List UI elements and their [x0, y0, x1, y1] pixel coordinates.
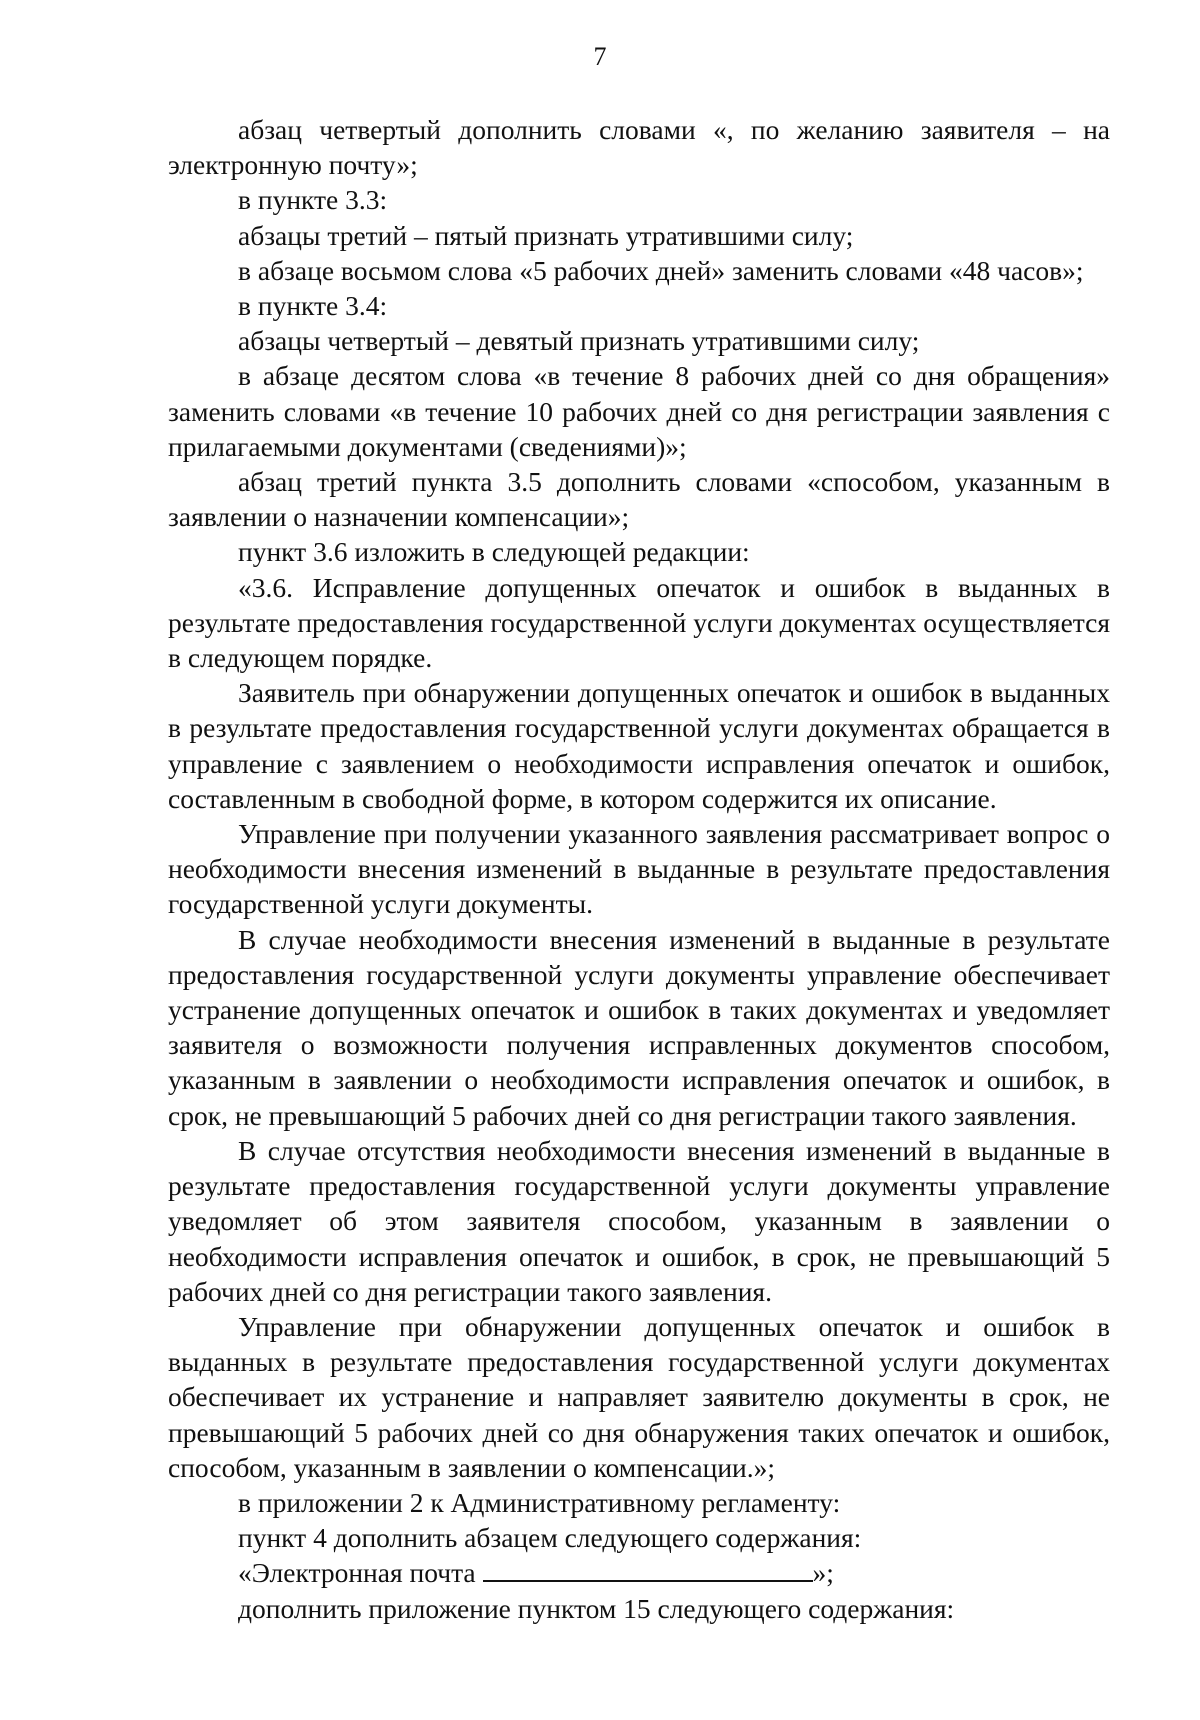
paragraph: В случае отсутствия необходимости внесения изменений в выданные в результате предоставления государственной услуги документы управление уведомляет об этом заявителя способом, указанным в заявлении о необходимости исправления опечаток и ошибок, в срок, не превышающий 5 рабочих дней со дня регистрации такого заявления.	[168, 1134, 1110, 1307]
email-line	[168, 1555, 1110, 1590]
paragraph: Заявитель при обнаружении допущенных опечаток и ошибок в выданных в результате предоставления государственной услуги документах обращается в управление с заявлением о необходимости исправления опечаток и ошибок, составленным в свободной форме, в котором содержится их описание.	[168, 677, 1110, 814]
paragraph: пункт 4 дополнить абзацем следующего содержания:	[238, 1522, 862, 1554]
paragraph: в абзаце десятом слова «в течение 8 рабочих дней со дня обращения» заменить словами «в течение 10 рабочих дней со дня регистрации заявления с прилагаемыми документами (сведениями)»;	[168, 360, 1110, 462]
paragraph: абзацы четвертый – девятый признать утратившими силу;	[238, 325, 920, 357]
page-number: 7	[593, 42, 607, 71]
blank-fill-line	[483, 1556, 813, 1582]
paragraph: пункт 3.6 изложить в следующей редакции:	[238, 536, 750, 568]
paragraph: абзацы третий – пятый признать утратившими силу;	[238, 219, 854, 251]
paragraph: в пункте 3.4:	[238, 290, 388, 322]
paragraph: в абзаце восьмом слова «5 рабочих дней» заменить словами «48 часов»;	[238, 254, 1084, 286]
paragraph: дополнить приложение пунктом 15 следующего содержания:	[238, 1592, 955, 1624]
paragraph: Управление при обнаружении допущенных опечаток и ошибок в выданных в результате предоставления государственной услуги документах обеспечивает их устранение и направляет заявителю документы в срок, не превышающий 5 рабочих дней со дня обнаружения таких опечаток и ошибок, способом, указанным в заявлении о компенсации.»;	[168, 1310, 1110, 1483]
paragraph: абзац третий пункта 3.5 дополнить словами «способом, указанным в заявлении о назначении компенсации»;	[168, 466, 1110, 533]
paragraph: Управление при получении указанного заявления рассматривает вопрос о необходимости внесения изменений в выданные в результате предоставления государственной услуги документы.	[168, 818, 1110, 920]
paragraph: в приложении 2 к Административному регламенту:	[238, 1486, 841, 1518]
email-label: «Электронная почта	[238, 1557, 483, 1589]
document-body	[168, 112, 1110, 1626]
paragraph: «3.6. Исправление допущенных опечаток и ошибок в выданных в результате предоставления государственной услуги документах осуществляется в следующем порядке.	[168, 571, 1110, 674]
paragraph: в пункте 3.3:	[238, 184, 388, 216]
email-suffix: »;	[812, 1557, 834, 1589]
paragraph: абзац четвертый дополнить словами «, по желанию заявителя – на электронную почту»;	[168, 114, 1110, 181]
paragraph: В случае необходимости внесения изменений в выданные в результате предоставления государственной услуги документы управление обеспечивает устранение допущенных опечаток и ошибок в таких документах и уведомляет заявителя о возможности получения исправленных документов способом, указанным в заявлении о необходимости исправления опечаток и ошибок, в срок, не превышающий 5 рабочих дней со дня регистрации такого заявления.	[168, 923, 1110, 1131]
